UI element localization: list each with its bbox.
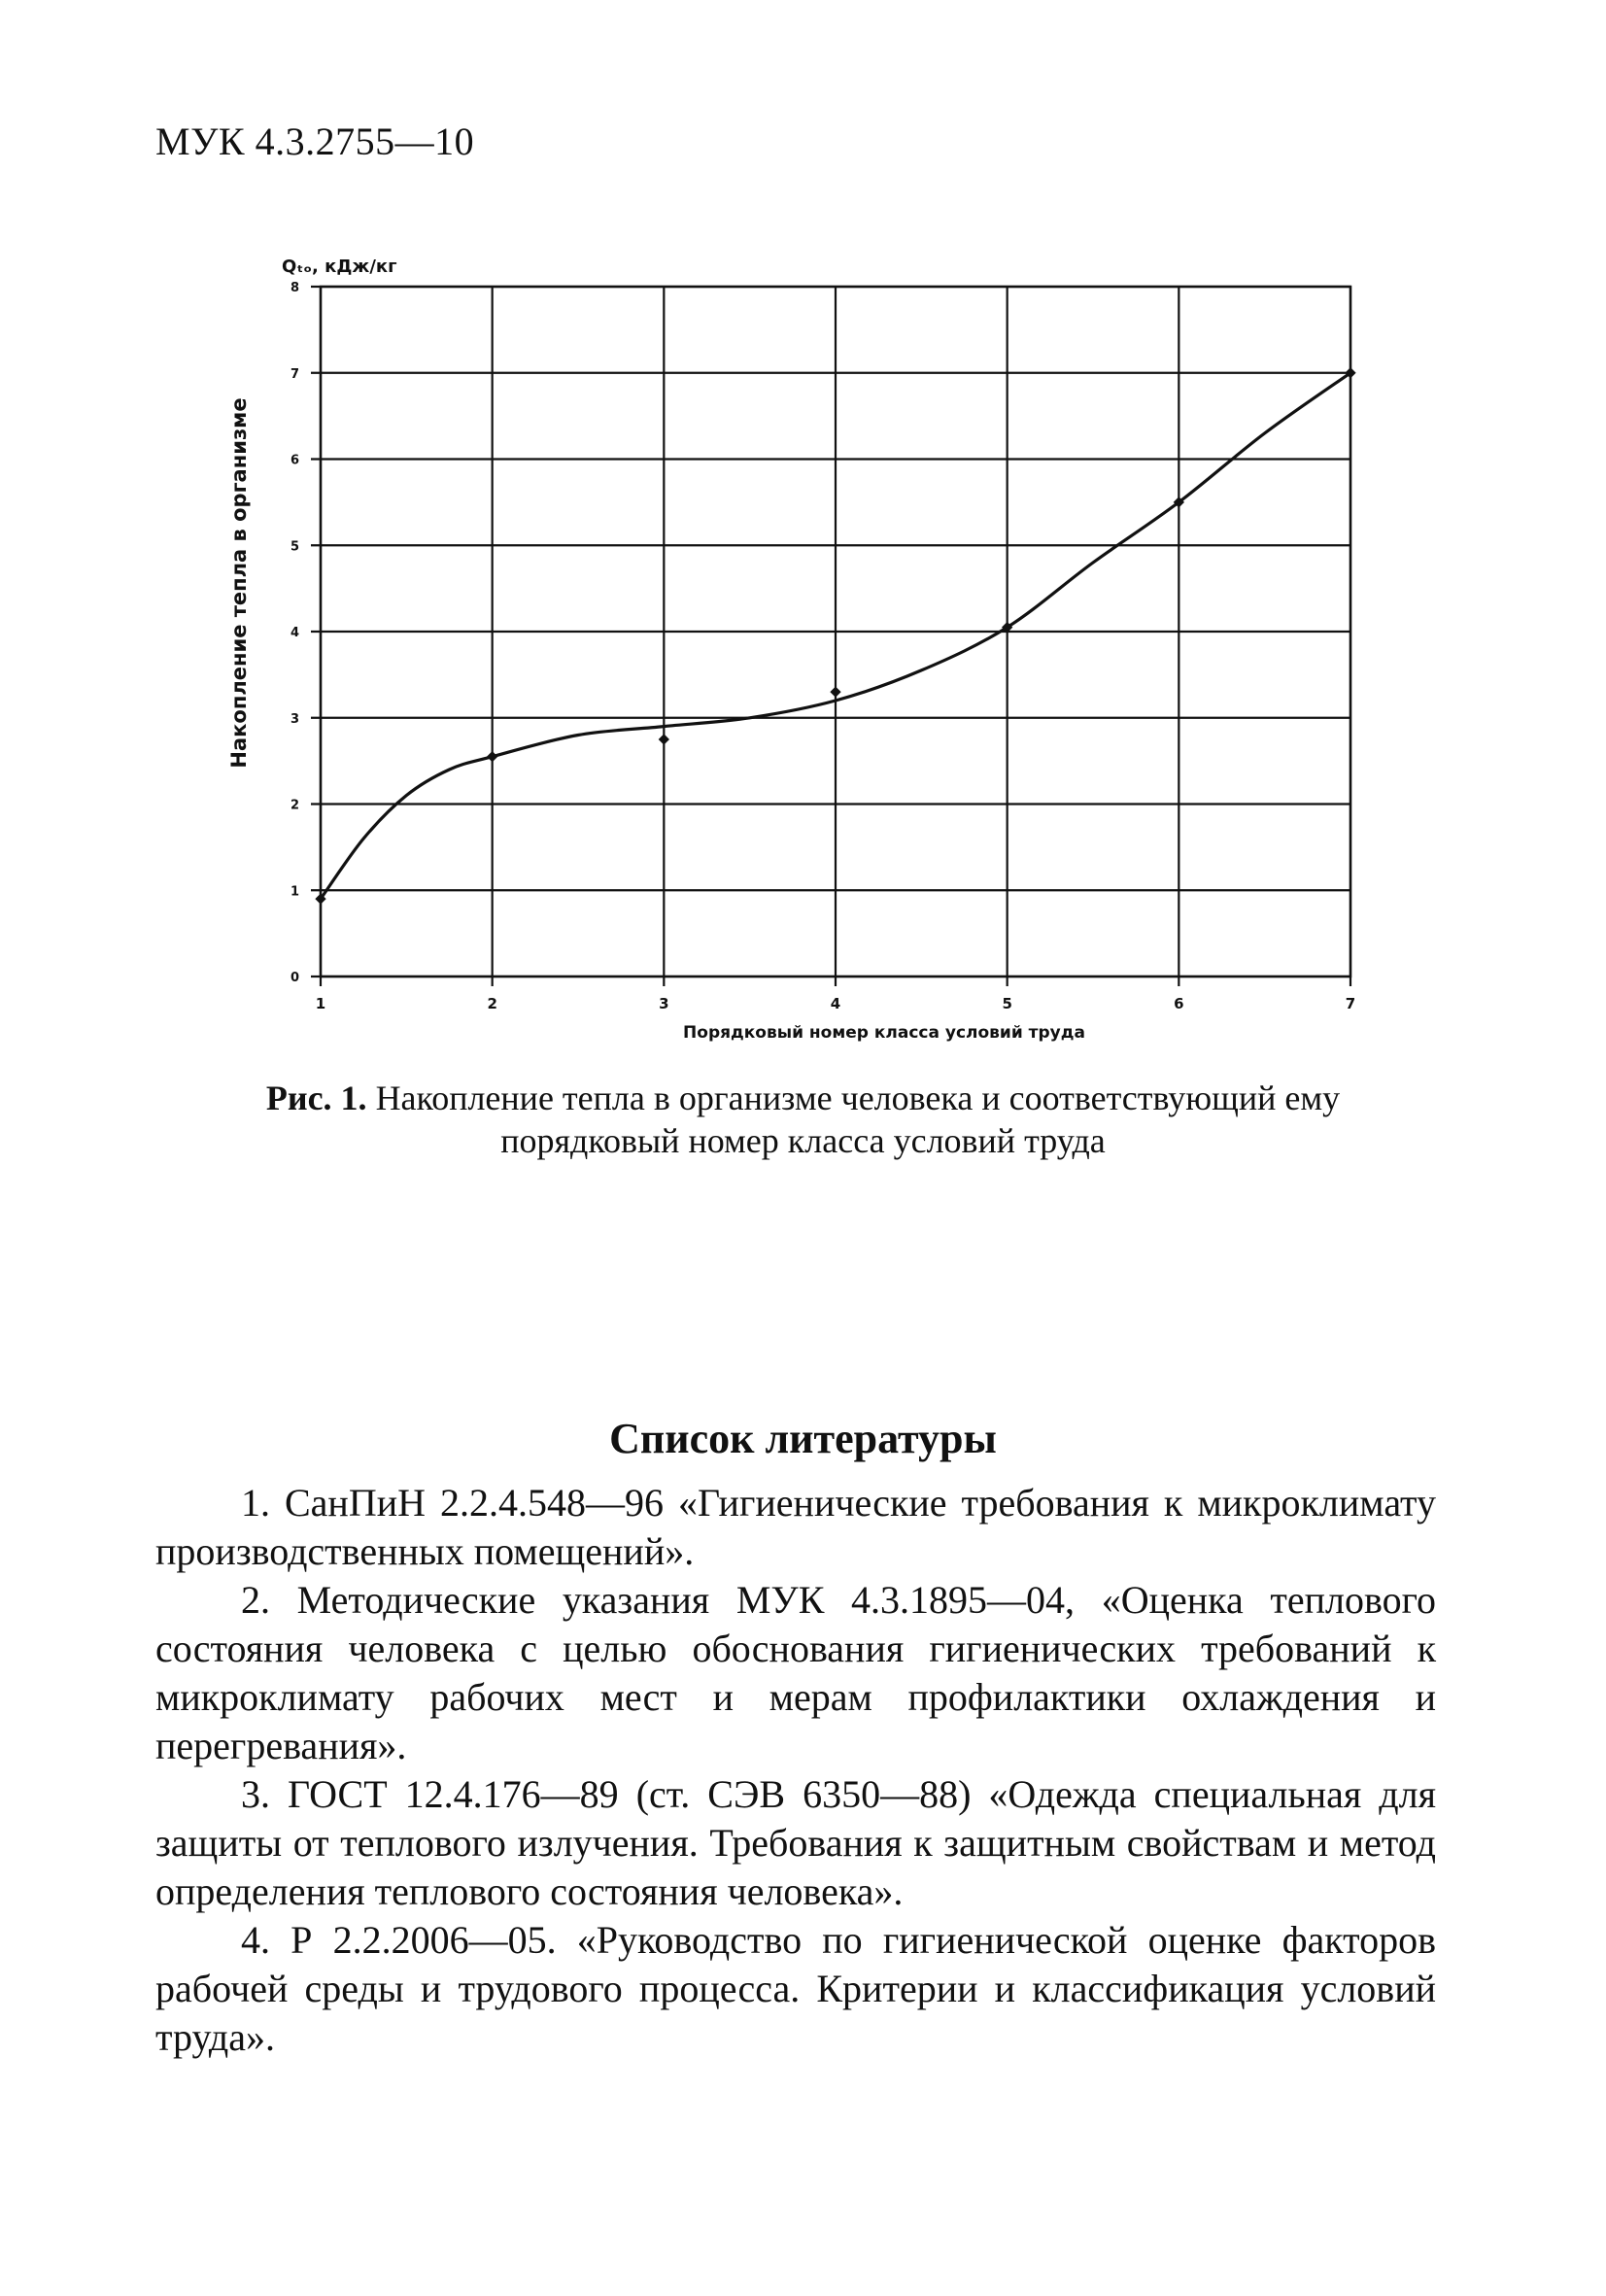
- y-axis-unit-label: Qₜₒ, кДж/кг: [282, 257, 397, 277]
- y-tick-label: 4: [290, 626, 299, 640]
- y-tick-label: 7: [290, 366, 299, 382]
- data-point: [830, 686, 840, 697]
- x-tick-label: 4: [830, 995, 841, 1012]
- x-tick-label: 7: [1345, 995, 1356, 1012]
- y-tick-label: 6: [290, 453, 299, 468]
- x-axis-label: Порядковый номер класса условий труда: [683, 1023, 1085, 1043]
- x-tick-label: 6: [1174, 995, 1184, 1012]
- reference-item: 3. ГОСТ 12.4.176—89 (ст. СЭВ 6350—88) «Одежда специальная для защиты от теплового излучения. Требования к защитным свойствам и метод определения теплового состояния человека».: [155, 1772, 1436, 1913]
- caption-label: Рис. 1.: [265, 1079, 367, 1117]
- y-axis-label: Накопление тепла в организме: [227, 397, 251, 769]
- x-tick-label: 5: [1002, 995, 1012, 1012]
- y-tick-label: 8: [290, 281, 299, 295]
- reference-item: 4. Р 2.2.2006—05. «Руководство по гигиенической оценке факторов рабочей среды и трудового процесса. Критерии и классификация условий труда».: [155, 1918, 1436, 2059]
- chart-grid: [311, 287, 1350, 986]
- caption-line-1: [194, 1077, 1412, 1119]
- caption-line-2: порядковый номер класса условий труда: [500, 1121, 1106, 1160]
- caption-text-1: Накопление тепла в организме человека и соответствующий ему: [375, 1079, 1341, 1117]
- references-title: Список литературы: [609, 1415, 997, 1462]
- x-tick-label: 2: [487, 995, 497, 1012]
- figure-caption: [194, 1077, 1412, 1162]
- references-list: [155, 1479, 1436, 2062]
- x-tick-label: 1: [315, 995, 326, 1012]
- y-tick-label: 0: [290, 971, 299, 985]
- y-tick-label: 2: [290, 798, 299, 813]
- reference-item: 2. Методические указания МУК 4.3.1895—04, «Оценка теплового состояния человека с целью обоснования гигиенических требований к микроклимату рабочих мест и мерам профилактики охлаждения и перегревания».: [155, 1578, 1436, 1767]
- data-point: [659, 734, 669, 744]
- y-tick-label: 3: [290, 711, 299, 727]
- y-tick-label: 1: [290, 884, 299, 900]
- data-point: [487, 751, 497, 762]
- reference-item: 1. СанПиН 2.2.4.548—96 «Гигиенические требования к микроклимату производственных помещений».: [155, 1481, 1436, 1573]
- heat-accumulation-chart: [0, 0, 1606, 1069]
- x-tick-label: 3: [659, 995, 669, 1012]
- document-code-header: МУК 4.3.2755—10: [155, 120, 475, 163]
- y-tick-label: 5: [290, 539, 299, 555]
- chart-ticks: [290, 281, 1355, 1012]
